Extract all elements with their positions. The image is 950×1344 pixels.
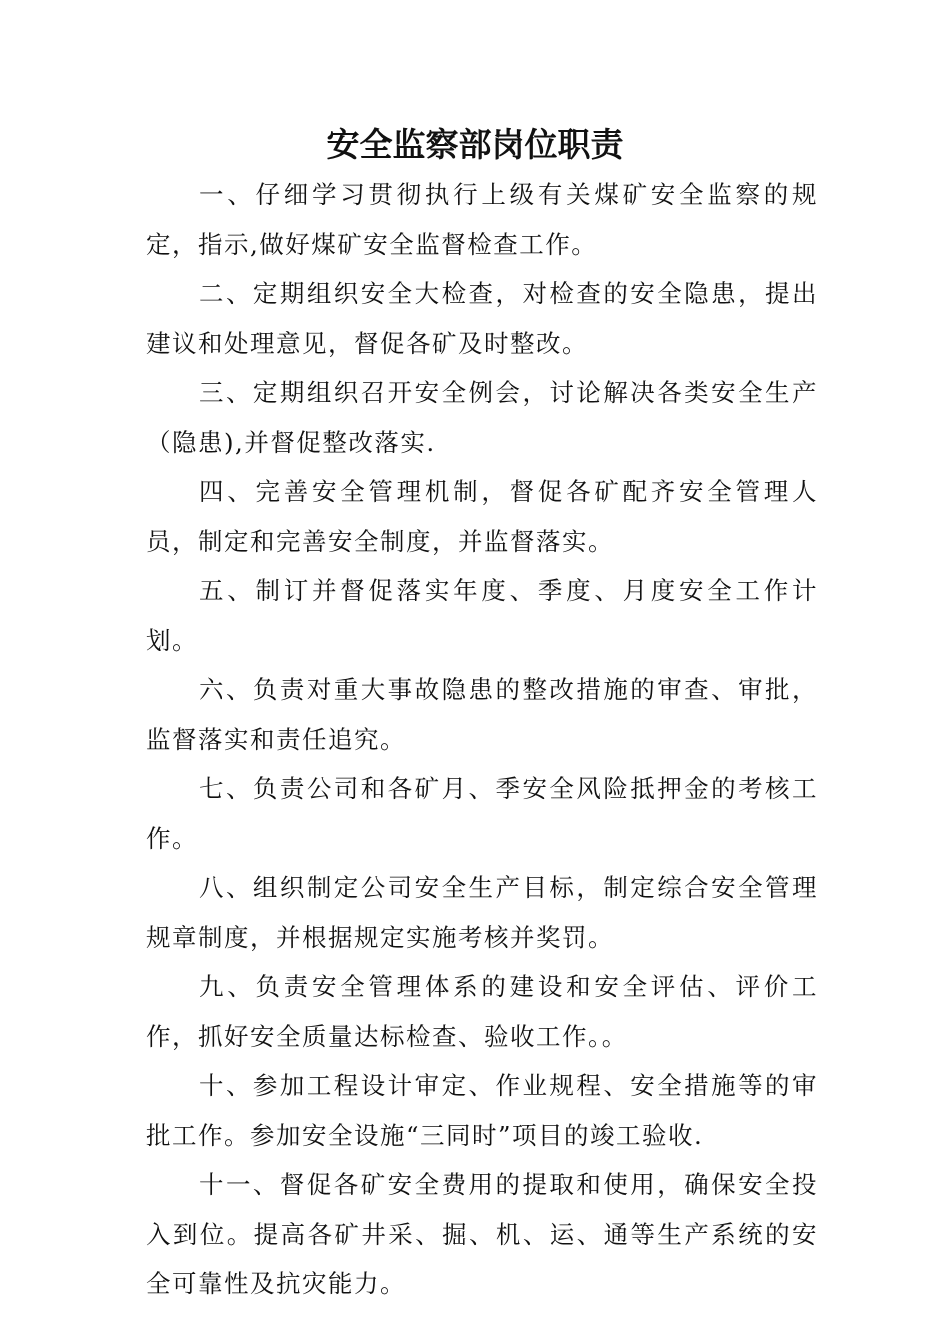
duty-item-10: 十、参加工程设计审定、作业规程、安全措施等的审批工作。参加安全设施“三同时”项目的竣工验收.: [146, 1071, 818, 1150]
duty-item-9: 九、负责安全管理体系的建设和安全评估、评价工作，抓好安全质量达标检查、验收工作。。: [146, 972, 818, 1051]
duty-item-5: 五、制订并督促落实年度、季度、月度安全工作计划。: [146, 576, 818, 655]
duty-item-3: 三、定期组织召开安全例会，讨论解决各类安全生产（隐患),并督促整改落实.: [146, 378, 818, 457]
duty-item-8: 八、组织制定公司安全生产目标，制定综合安全管理规章制度，并根据规定实施考核并奖罚。: [146, 873, 818, 952]
duty-item-4: 四、完善安全管理机制，督促各矿配齐安全管理人员，制定和完善安全制度，并监督落实。: [146, 477, 818, 556]
duty-item-1: 一、仔细学习贯彻执行上级有关煤矿安全监察的规定，指示,做好煤矿安全监督检查工作。: [146, 180, 818, 259]
duty-item-6: 六、负责对重大事故隐患的整改措施的审查、审批，监督落实和责任追究。: [146, 675, 818, 754]
duty-item-2: 二、定期组织安全大检查，对检查的安全隐患，提出建议和处理意见，督促各矿及时整改。: [146, 279, 818, 358]
document-body: [146, 170, 818, 1309]
duty-item-7: 七、负责公司和各矿月、季安全风险抵押金的考核工作。: [146, 774, 818, 853]
document-title: 安全监察部岗位职责: [326, 125, 624, 164]
duty-item-11: 十一、督促各矿安全费用的提取和使用，确保安全投入到位。提高各矿井采、掘、机、运、通等生产系统的安全可靠性及抗灾能力。: [146, 1170, 818, 1298]
